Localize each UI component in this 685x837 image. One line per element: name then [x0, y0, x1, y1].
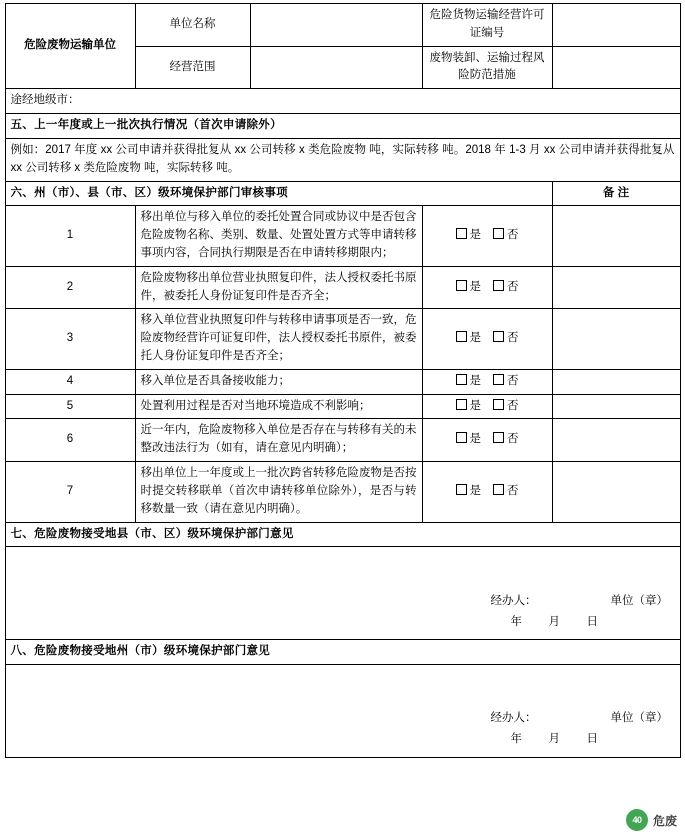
risk-measures-value[interactable]	[552, 46, 680, 89]
checkbox-icon[interactable]	[493, 399, 504, 410]
item-number: 2	[5, 266, 135, 309]
travel-cities-row[interactable]: 途经地级市：	[5, 89, 680, 114]
item-number: 6	[5, 419, 135, 462]
table-row	[5, 4, 680, 47]
section-8-signer-label: 经办人：	[490, 712, 537, 725]
checkbox-icon[interactable]	[493, 484, 504, 495]
table-row	[5, 547, 680, 640]
checkbox-no-label: 否	[507, 332, 519, 345]
checkbox-icon[interactable]	[493, 331, 504, 342]
item-note[interactable]	[552, 309, 680, 369]
item-note[interactable]	[552, 462, 680, 522]
transport-license-no-value[interactable]	[552, 4, 680, 47]
table-row	[5, 419, 680, 462]
checkbox-icon[interactable]	[456, 399, 467, 410]
section-5-body[interactable]: 例如：2017 年度 xx 公司申请并获得批复从 xx 公司转移 x 类危险废物 吨，实际转移 吨。2018 年 1-3 月 xx 公司申请并获得批复从 xx 公司转移 x 类危险废物 吨，实际转移 吨。	[5, 138, 680, 181]
table-row	[5, 309, 680, 369]
item-text: 危险废物移出单位营业执照复印件，法人授权委托书原件，被委托人身份证复印件是否齐全；	[135, 266, 422, 309]
item-number: 3	[5, 309, 135, 369]
section-6-title: 六、州（市）、县（市、区）级环境保护部门审核事项	[5, 181, 552, 206]
checkbox-yes[interactable]	[456, 373, 482, 391]
item-text: 移入单位营业执照复印件与转移申请事项是否一致，危险废物经营许可证复印件，法人授权委托书原件，被委托人身份证复印件是否齐全；	[135, 309, 422, 369]
checkbox-no[interactable]	[493, 373, 519, 391]
checkbox-yes-label: 是	[469, 229, 481, 242]
checkbox-no-label: 否	[507, 229, 519, 242]
item-choice-group[interactable]	[422, 309, 552, 369]
checkbox-no[interactable]	[493, 279, 519, 297]
section-7-unit-label: 单位（章）	[610, 594, 668, 607]
unit-name-label: 单位名称	[135, 4, 250, 47]
section-8-month: 月	[548, 733, 561, 746]
checkbox-yes[interactable]	[456, 431, 482, 449]
watermark	[626, 809, 677, 831]
checkbox-yes-label: 是	[469, 374, 481, 387]
item-note[interactable]	[552, 369, 680, 394]
business-scope-value[interactable]	[250, 46, 422, 89]
checkbox-yes[interactable]	[456, 483, 482, 501]
checkbox-no[interactable]	[493, 398, 519, 416]
checkbox-no[interactable]	[493, 330, 519, 348]
table-row	[5, 89, 680, 114]
document-page	[0, 3, 685, 837]
item-choice-group[interactable]	[422, 394, 552, 419]
checkbox-icon[interactable]	[456, 374, 467, 385]
section-7-day: 日	[586, 615, 599, 628]
table-row	[5, 138, 680, 181]
item-text: 移入单位是否具备接收能力；	[135, 369, 422, 394]
item-text: 近一年内，危险废物移入单位是否存在与转移有关的未整改违法行为（如有，请在意见内明确）；	[135, 419, 422, 462]
table-row	[5, 369, 680, 394]
table-row	[5, 266, 680, 309]
risk-measures-label: 废物装卸、运输过程风险防范措施	[422, 46, 552, 89]
watermark-text: 危废	[652, 813, 677, 828]
checkbox-no[interactable]	[493, 483, 519, 501]
checkbox-yes-label: 是	[469, 332, 481, 345]
review-items-body	[5, 206, 680, 522]
item-note[interactable]	[552, 206, 680, 266]
checkbox-icon[interactable]	[456, 484, 467, 495]
checkbox-yes-label: 是	[469, 399, 481, 412]
section-8-title: 八、危险废物接受地州（市）级环境保护部门意见	[5, 640, 680, 665]
checkbox-no-label: 否	[507, 374, 519, 387]
item-note[interactable]	[552, 394, 680, 419]
checkbox-no-label: 否	[507, 280, 519, 293]
section-7-signer-label: 经办人：	[490, 594, 537, 607]
transport-unit-header: 危险废物运输单位	[5, 4, 135, 89]
section-7-title: 七、危险废物接受地县（市、区）级环境保护部门意见	[5, 522, 680, 547]
section-8-year: 年	[510, 733, 523, 746]
business-scope-label: 经营范围	[135, 46, 250, 89]
item-text: 移出单位与移入单位的委托处置合同或协议中是否包含危险废物名称、类别、数量、处置处置方式等申请转移事项内容，合同执行期限是否在申请转移期限内；	[135, 206, 422, 266]
table-row	[5, 665, 680, 758]
table-row	[5, 206, 680, 266]
checkbox-yes-label: 是	[469, 433, 481, 446]
checkbox-icon[interactable]	[456, 280, 467, 291]
transport-license-no-label: 危险货物运输经营许可证编号	[422, 4, 552, 47]
table-row	[5, 640, 680, 665]
checkbox-no-label: 否	[507, 484, 519, 497]
checkbox-no[interactable]	[493, 227, 519, 245]
checkbox-no-label: 否	[507, 433, 519, 446]
item-choice-group[interactable]	[422, 419, 552, 462]
checkbox-yes-label: 是	[469, 484, 481, 497]
section-7-date	[511, 614, 625, 632]
section-6-note-header: 备 注	[552, 181, 680, 206]
unit-name-value[interactable]	[250, 4, 422, 47]
checkbox-icon[interactable]	[493, 432, 504, 443]
item-choice-group[interactable]	[422, 462, 552, 522]
table-row	[5, 462, 680, 522]
item-number: 7	[5, 462, 135, 522]
item-choice-group[interactable]	[422, 369, 552, 394]
watermark-logo-icon: 40	[626, 809, 648, 831]
section-8-day: 日	[586, 733, 599, 746]
checkbox-no[interactable]	[493, 431, 519, 449]
section-7-month: 月	[548, 615, 561, 628]
item-text: 移出单位上一年度或上一批次跨省转移危险废物是否按时提交转移联单（首次申请转移单位除外），是否与转移数量一致（请在意见内明确）。	[135, 462, 422, 522]
section-8-signature-area[interactable]	[5, 665, 680, 758]
checkbox-icon[interactable]	[493, 280, 504, 291]
item-number: 1	[5, 206, 135, 266]
table-row	[5, 522, 680, 547]
checkbox-icon[interactable]	[493, 228, 504, 239]
checkbox-no-label: 否	[507, 399, 519, 412]
item-choice-group[interactable]	[422, 206, 552, 266]
item-text: 处置利用过程是否对当地环境造成不利影响；	[135, 394, 422, 419]
checkbox-icon[interactable]	[493, 374, 504, 385]
checkbox-yes[interactable]	[456, 279, 482, 297]
checkbox-icon[interactable]	[456, 331, 467, 342]
section-7-signature-area[interactable]	[5, 547, 680, 640]
table-row	[5, 181, 680, 206]
item-choice-group[interactable]	[422, 266, 552, 309]
item-note[interactable]	[552, 266, 680, 309]
table-row	[5, 394, 680, 419]
checkbox-yes[interactable]	[456, 398, 482, 416]
item-number: 5	[5, 394, 135, 419]
table-row	[5, 114, 680, 139]
item-number: 4	[5, 369, 135, 394]
hazardous-waste-transfer-form	[5, 3, 681, 758]
checkbox-yes-label: 是	[469, 280, 481, 293]
checkbox-icon[interactable]	[456, 228, 467, 239]
checkbox-yes[interactable]	[456, 227, 482, 245]
section-8-date	[511, 731, 625, 749]
checkbox-yes[interactable]	[456, 330, 482, 348]
item-note[interactable]	[552, 419, 680, 462]
section-5-title: 五、上一年度或上一批次执行情况（首次申请除外）	[5, 114, 680, 139]
section-8-unit-label: 单位（章）	[610, 712, 668, 725]
checkbox-icon[interactable]	[456, 432, 467, 443]
section-7-year: 年	[510, 615, 523, 628]
